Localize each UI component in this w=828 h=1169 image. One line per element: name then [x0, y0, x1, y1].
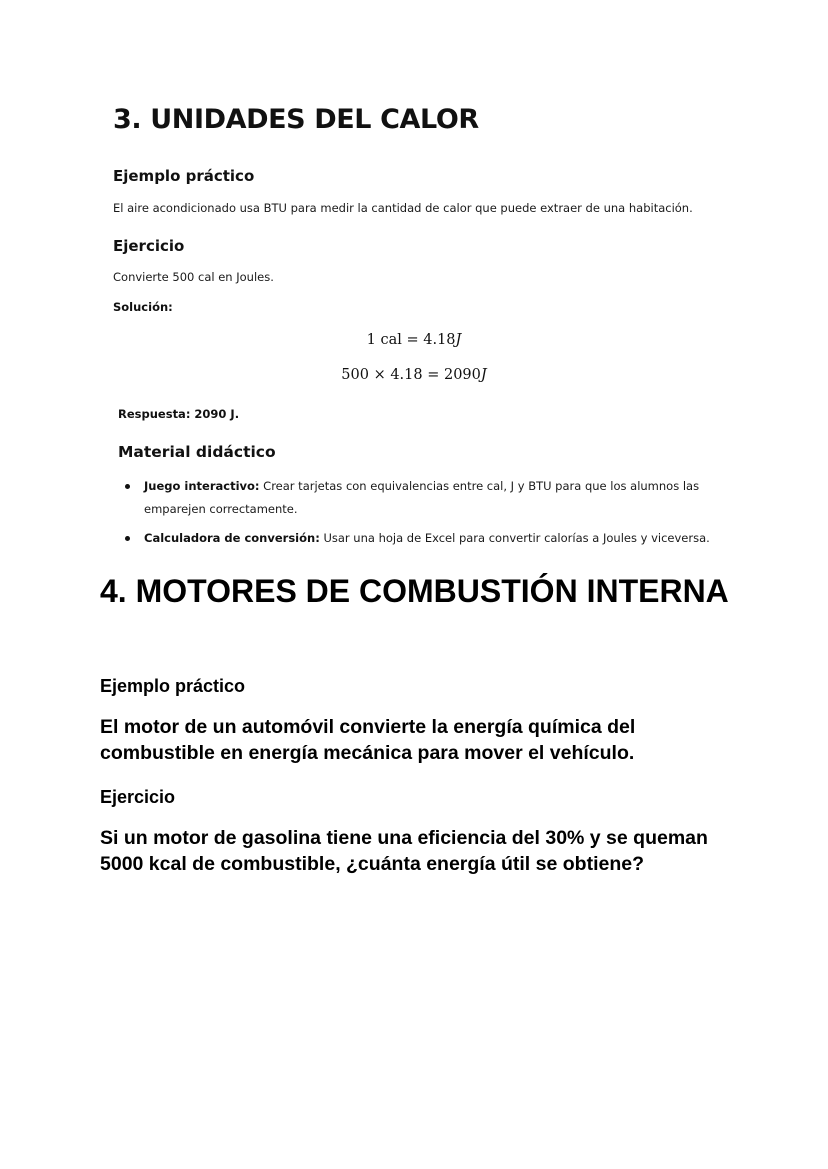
section-3-example-heading: Ejemplo práctico	[113, 167, 255, 185]
solution-label: Solución:	[113, 300, 173, 314]
equation-calculation	[0, 367, 828, 383]
equation-1-variable: J	[455, 332, 462, 348]
bullet-icon	[125, 536, 130, 541]
list-item-text: Crear tarjetas con equivalencias entre cal, J y BTU para que los alumnos las emparejen correctamente.	[144, 479, 700, 516]
section-3-example-text: El aire acondicionado usa BTU para medir la cantidad de calor que puede extraer de una habitación.	[113, 201, 693, 215]
section-4-exercise-heading: Ejercicio	[100, 787, 176, 807]
equation-2-expression: 500 × 4.18 = 2090	[341, 367, 481, 383]
section-4-example-heading: Ejemplo práctico	[100, 676, 246, 696]
equation-cal-to-joule	[0, 332, 828, 348]
list-item-bold: Juego interactivo:	[144, 479, 260, 493]
material-list	[120, 475, 720, 556]
equation-2-variable: J	[480, 367, 487, 383]
material-heading: Material didáctico	[118, 443, 276, 461]
section-3-title: 3. UNIDADES DEL CALOR	[113, 104, 479, 135]
section-4-title: 4. MOTORES DE COMBUSTIÓN INTERNA	[100, 573, 729, 609]
bullet-icon	[125, 484, 130, 489]
list-item-bold: Calculadora de conversión:	[144, 531, 320, 545]
list-item-text: Usar una hoja de Excel para convertir calorías a Joules y viceversa.	[319, 531, 710, 545]
section-3-exercise-heading: Ejercicio	[113, 237, 185, 255]
section-4-exercise-text: Si un motor de gasolina tiene una eficiencia del 30% y se queman 5000 kcal de combustible, ¿cuánta energía útil se obtiene?	[100, 827, 708, 875]
equation-1-expression: 1 cal = 4.18	[366, 332, 456, 348]
section-4-example-text: El motor de un automóvil convierte la energía química del combustible en energía mecánica para mover el vehículo.	[100, 716, 636, 764]
answer-text: Respuesta: 2090 J.	[118, 407, 240, 421]
section-3-exercise-text: Convierte 500 cal en Joules.	[113, 270, 274, 284]
list-item	[120, 527, 720, 550]
list-item	[120, 475, 720, 521]
